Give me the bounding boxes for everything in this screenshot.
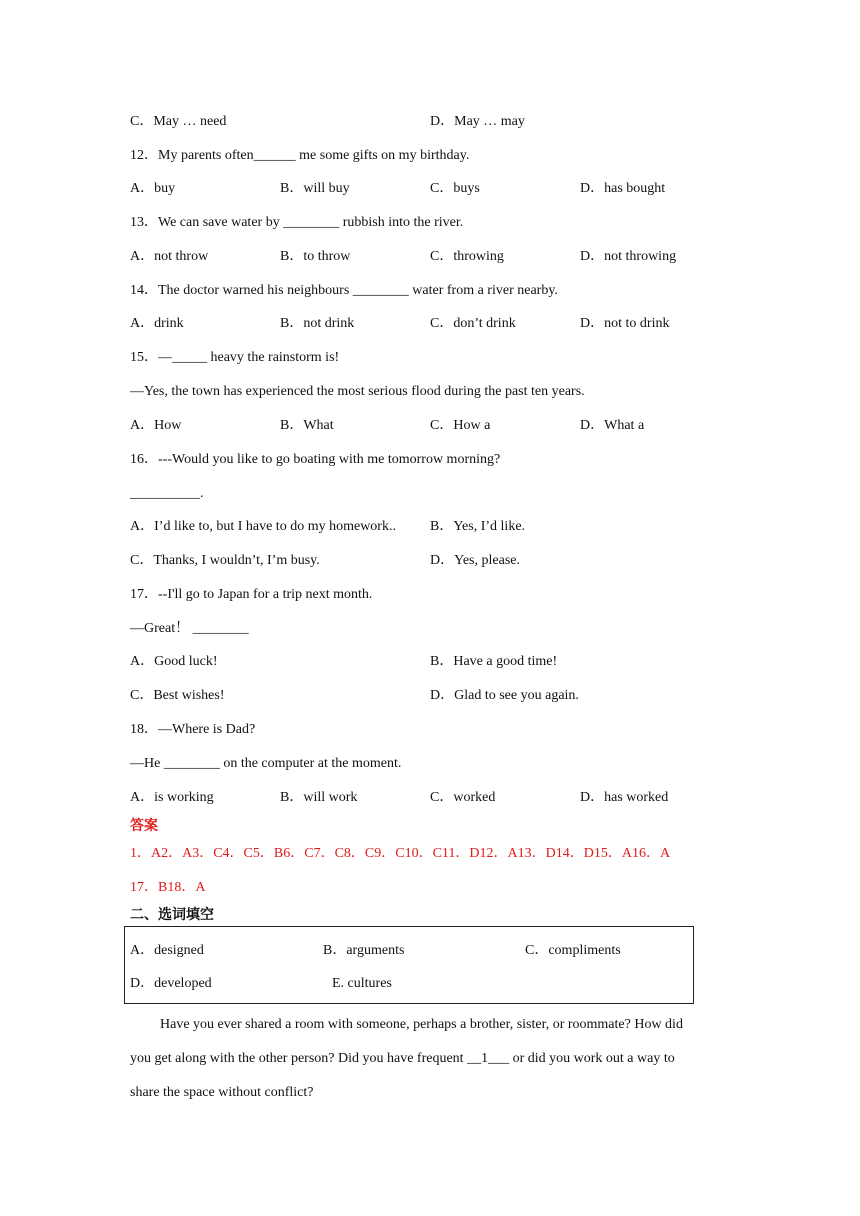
q17-option-c [130, 687, 225, 705]
option-text: not drink [303, 316, 355, 331]
option-letter: C． [430, 418, 454, 433]
answers-line-1: 1．A2．A3．C4．C5．B6．C7．C8．C9．C10．C11．D12．A13．D14．D15．A16．A [130, 846, 671, 861]
option-text: Good luck! [154, 654, 218, 669]
option-text: arguments [346, 943, 405, 958]
q16-option-d [430, 552, 520, 570]
option-text: Have a good time! [453, 654, 558, 669]
q12-option-c [430, 180, 480, 198]
option-text: buy [154, 181, 176, 196]
option-letter: C． [130, 553, 154, 568]
option-text: don’t drink [453, 316, 516, 331]
option-letter: A． [130, 249, 155, 264]
option-letter: B． [280, 249, 304, 264]
option-letter: D． [580, 418, 605, 433]
option-text: drink [154, 316, 184, 331]
q14-option-d [580, 315, 669, 333]
option-letter: C． [130, 688, 154, 703]
option-text: to throw [303, 249, 351, 264]
passage-line-2: you get along with the other person? Did you have frequent __1___ or did you work out a way to [130, 1051, 675, 1066]
option-text: How a [453, 418, 491, 433]
q13-option-d [580, 248, 676, 266]
word-bank-c [525, 942, 621, 960]
option-text: What [303, 418, 334, 433]
option-letter: A． [130, 418, 155, 433]
question-14 [130, 282, 558, 300]
option-letter: B． [280, 316, 304, 331]
option-text: will buy [303, 181, 350, 196]
question-stem: The doctor warned his neighbours ________ water from a river nearby. [158, 283, 558, 298]
option-letter: C． [525, 943, 549, 958]
q13-option-a [130, 248, 208, 266]
option-letter: D． [130, 976, 155, 991]
q18-reply: —He ________ on the computer at the moment. [130, 756, 402, 771]
question-number: 16． [130, 452, 158, 467]
option-letter: A． [130, 654, 155, 669]
answers-heading: 答案 [130, 818, 158, 834]
option-letter: B． [430, 654, 454, 669]
option-letter: D． [580, 249, 605, 264]
q16-option-c [130, 552, 320, 570]
question-number: 17． [130, 587, 158, 602]
option-letter: C． [430, 181, 454, 196]
option-text: Thanks, I wouldn’t, I’m busy. [153, 553, 320, 568]
q11-option-d [430, 113, 525, 131]
question-number: 13． [130, 215, 158, 230]
option-letter: A． [130, 316, 155, 331]
word-bank-b [323, 942, 404, 960]
q17-reply: —Great！ ________ [130, 621, 249, 636]
question-stem: We can save water by ________ rubbish into the river. [158, 215, 464, 230]
question-13 [130, 214, 463, 232]
q15-reply: —Yes, the town has experienced the most serious flood during the past ten years. [130, 384, 585, 399]
question-12 [130, 147, 469, 165]
q18-option-c [430, 789, 495, 807]
question-stem: —Where is Dad? [158, 722, 256, 737]
word-bank-d [130, 975, 212, 993]
option-letter: D． [430, 553, 455, 568]
q15-option-d [580, 417, 644, 435]
question-number: 18． [130, 722, 158, 737]
option-letter: C． [130, 114, 154, 129]
answers-line-2: 17．B18．A [130, 880, 206, 895]
q17-option-b [430, 653, 557, 671]
option-text: Yes, I’d like. [453, 519, 526, 534]
option-text: How [154, 418, 182, 433]
option-text: has worked [604, 790, 669, 805]
option-text: is working [154, 790, 214, 805]
question-18 [130, 721, 255, 739]
word-bank-a [130, 942, 204, 960]
option-letter: B． [280, 181, 304, 196]
q17-option-d [430, 687, 579, 705]
q14-option-b [280, 315, 354, 333]
q12-option-a [130, 180, 175, 198]
q16-reply: __________. [130, 486, 204, 501]
option-letter: C． [430, 249, 454, 264]
q14-option-c [430, 315, 516, 333]
option-letter: B． [280, 418, 304, 433]
q15-option-c [430, 417, 490, 435]
option-text: buys [453, 181, 480, 196]
q18-option-a [130, 789, 214, 807]
question-17 [130, 586, 372, 604]
option-text: not to drink [604, 316, 670, 331]
option-text: Glad to see you again. [454, 688, 579, 703]
question-number: 14． [130, 283, 158, 298]
q14-option-a [130, 315, 184, 333]
question-stem: —_____ heavy the rainstorm is! [158, 350, 340, 365]
option-text: not throw [154, 249, 209, 264]
option-text: throwing [453, 249, 504, 264]
q16-option-a [130, 518, 396, 536]
option-text: Yes, please. [454, 553, 520, 568]
option-letter: D． [430, 688, 455, 703]
q11-option-c [130, 113, 226, 131]
option-letter: A． [130, 519, 155, 534]
option-text: compliments [548, 943, 621, 958]
question-number: 12． [130, 148, 158, 163]
option-text: worked [453, 790, 496, 805]
question-number: 15． [130, 350, 158, 365]
q13-option-b [280, 248, 350, 266]
q15-option-b [280, 417, 334, 435]
q16-option-b [430, 518, 525, 536]
question-15 [130, 349, 339, 367]
option-letter: A． [130, 790, 155, 805]
q17-option-a [130, 653, 218, 671]
option-text: will work [303, 790, 358, 805]
q18-option-b [280, 789, 357, 807]
option-text: Best wishes! [153, 688, 225, 703]
question-16 [130, 451, 500, 469]
q15-option-a [130, 417, 181, 435]
question-stem: ---Would you like to go boating with me tomorrow morning? [158, 452, 501, 467]
q13-option-c [430, 248, 504, 266]
section-2-heading: 二、选词填空 [130, 907, 214, 923]
option-text: not throwing [604, 249, 677, 264]
option-letter: A． [130, 181, 155, 196]
question-stem: My parents often______ me some gifts on my birthday. [158, 148, 470, 163]
option-text: developed [154, 976, 212, 991]
option-letter: B． [430, 519, 454, 534]
word-bank-e [332, 975, 392, 993]
option-letter: D． [580, 316, 605, 331]
option-text: has bought [604, 181, 666, 196]
option-letter: B． [323, 943, 347, 958]
option-text: I’d like to, but I have to do my homework.. [154, 519, 396, 534]
question-stem: --I'll go to Japan for a trip next month. [158, 587, 373, 602]
option-letter: A． [130, 943, 155, 958]
option-text: May … need [153, 114, 227, 129]
q18-option-d [580, 789, 668, 807]
option-letter: D． [430, 114, 455, 129]
option-text: What a [604, 418, 645, 433]
q12-option-b [280, 180, 350, 198]
option-letter: D． [580, 181, 605, 196]
option-letter: D． [580, 790, 605, 805]
option-letter: C． [430, 316, 454, 331]
option-text: May … may [454, 114, 525, 129]
q12-option-d [580, 180, 665, 198]
option-letter: B． [280, 790, 304, 805]
option-text: designed [154, 943, 204, 958]
option-text: E. cultures [332, 976, 392, 991]
passage-line-1: Have you ever shared a room with someone, perhaps a brother, sister, or roommate? How did [160, 1017, 683, 1032]
option-letter: C． [430, 790, 454, 805]
passage-line-3: share the space without conflict? [130, 1085, 314, 1100]
